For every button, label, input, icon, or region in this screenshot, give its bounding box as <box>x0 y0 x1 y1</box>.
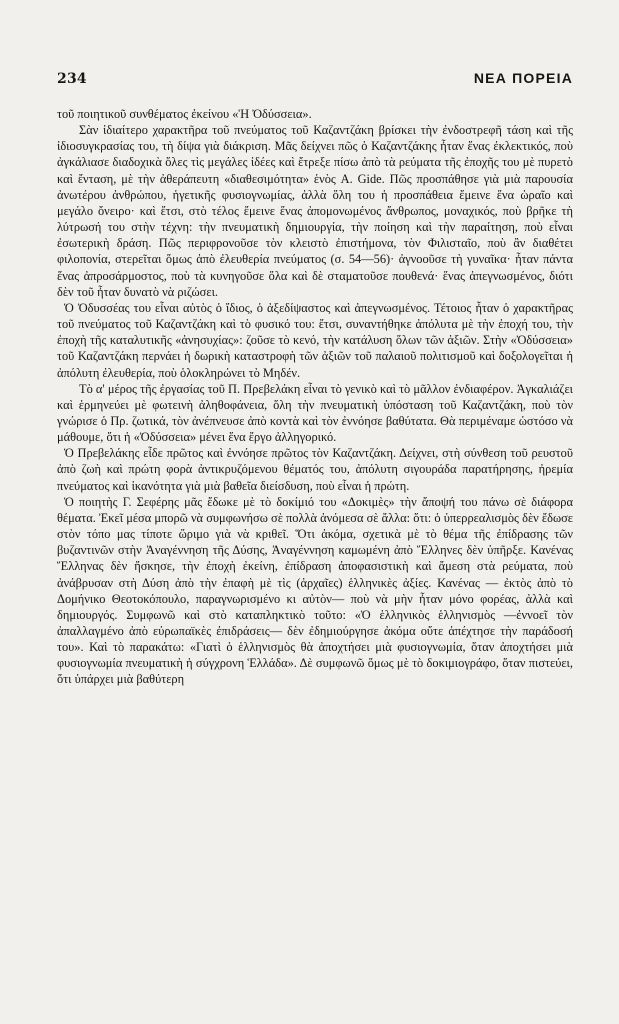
paragraph: Ὁ Πρεβελάκης εἶδε πρῶτος καὶ ἐννόησε πρῶτος τὸν Καζαντζάκη. Δείχνει, στὴ σύνθεση τοῦ ρευστοῦ ἀπὸ ζωὴ καὶ πρώτη φορὰ ἀντικρυζόμενου θέματός του, ἀπόλυτη σιγουράδα παρατήρησης, ἠρεμία πνεύματος καὶ ἱκανότητα γιὰ μιὰ βαθεῖα διείσδυση, ποὺ εἶναι ἡ πρώτη. <box>57 446 573 493</box>
running-title: ΝΕΑ ΠΟΡΕΙΑ <box>473 70 573 86</box>
page-number: 234 <box>57 71 87 87</box>
page-header <box>57 70 573 90</box>
paragraph: Σὰν ἰδιαίτερο χαρακτῆρα τοῦ πνεύματος τοῦ Καζαντζάκη βρίσκει τὴν ἐνδοστρεφῆ τάση καὶ τῆς ἰδιοσυγκρασίας του, τὴ δίψα γιὰ διάκριση. Μᾶς δείχνει πῶς ὁ Καζαντζάκης ἦταν ἕνας ἐκλεκτικός, ποὺ ἀγκάλιασε διαδοχικὰ ὅλες τὶς μεγάλες ἰδέες καὶ ἔτρεξε πίσω ἀπὸ τὰ ρεύματα τῆς ἐποχῆς του μὲ πυρετὸ καὶ ἔνταση, μὲ τὴν ἀθεράπευτη «διαθεσιμότητα» ἑνὸς A. Gide. Πῶς προσπάθησε γιὰ μιὰ παρουσία ἀνωτέρου ἀνθρώπου, ἡγετικῆς φυσιογνωμίας, ἀλλὰ ὅλη του ἡ προσπάθεια ἔμεινε ἕνα ὡραῖο καὶ μεγάλο ὄνειρο· καὶ ἔτσι, στὸ τέλος ἔμεινε ἕνας ἀπομονωμένος ἄνθρωπος, μοναχικός, ποὺ βρῆκε τὴ λύτρωσή του στὴν τέχνη: τὴν πνευματικὴ δημιουργία, τὴν ποίηση καὶ τὴν παραίτηση, ποὺ εἶναι ἐσωτερικὴ δράση. Πῶς περιφρονοῦσε τὸν κλειστὸ ἐπιστήμονα, τὸν Φιλισταῖο, ποὺ ἂν διαθέτει φιλοπονία, στερεῖται ὅμως ἀπὸ ἐλευθερία πνεύματος (σ. 54—56)· ἀγνοοῦσε τὴ γυναῖκα· ἦταν πάντα ἕνας ἀπροσάρμοστος, ποὺ τὰ κυνηγοῦσε ὅλα καὶ δὲ σταματοῦσε πουθενά· ἕνας ἀπεγνωσμένος, διότι δὲν τοῦ ἦταν δυνατὸ νὰ ριζώσει. <box>57 123 573 299</box>
paragraph: Ὁ Ὀδυσσέας του εἶναι αὐτὸς ὁ ἴδιος, ὁ ἀξεδίψαστος καὶ ἀπεγνωσμένος. Τέτοιος ἦταν ὁ χαρακτῆρας τοῦ πνεύματος τοῦ Καζαντζάκη καὶ τὸ φυσικό του: ἔτσι, συναντήθηκε ἀπόλυτα μὲ τὴν ἐποχή του, τὴν ἐποχὴ τῆς καταλυτικῆς «ἀνησυχίας»: ζοῦσε τὸ κενό, τὴν κατάλυση ὅλων τῶν ἀξιῶν. Στὴν «Ὀδύσσεια» τοῦ Καζαντζάκη περνάει ἡ δωρικὴ καταστροφὴ τῶν ἀξιῶν τοῦ παλαιοῦ πολιτισμοῦ καὶ δοξολογεῖται ἡ ἀπόλυτη ἐλευθερία, ποὺ ὁλοκληρώνει τὸ Μηδέν. <box>57 300 573 380</box>
paragraph: Τὸ α' μέρος τῆς ἐργασίας τοῦ Π. Πρεβελάκη εἶναι τὸ γενικὸ καὶ τὸ μᾶλλον ἐνδιαφέρον. Ἀγκαλιάζει καὶ ἑρμηνεύει μὲ φωτεινὴ ἀληθοφάνεια, ὅλη τὴν πνευματικὴ ὑπόσταση τοῦ Καζαντζάκη, ποὺ τὸν γνώρισε ὁ Πρ. ζωτικά, τὸν ἀνέπνευσε ἀπὸ κοντὰ καὶ τὸν ἐννόησε βαθύτατα. Θὰ περιμέναμε ὡστόσο νὰ μάθουμε, ὅτι ἡ «Ὀδύσσεια» μένει ἕνα ἔργο ἀλληγορικό. <box>57 381 573 445</box>
paragraph: τοῦ ποιητικοῦ συνθέματος ἐκείνου «Ἡ Ὀδύσσεια». <box>57 107 312 121</box>
article-body <box>57 106 573 688</box>
paragraph: Ὁ ποιητὴς Γ. Σεφέρης μᾶς ἔδωκε μὲ τὸ δοκίμιό του «Δοκιμὲς» τὴν ἄποψή του πάνω σὲ διάφορα θέματα. Ἐκεῖ μέσα μπορῶ νὰ συμφωνήσω σὲ πολλὰ ἀνόμεσα σὲ ἄλλα: ὅτι: ὁ ὑπερρεαλισμὸς δὲν ἔδωσε στὸν τόπο μας τίποτε ὥριμο γιὰ νὰ κριθεῖ. Ὅτι ἀκόμα, σχετικὰ μὲ τὸ θέμα τῆς ἐπίδρασης τῶν βυζαντινῶν στὴν Ἀναγέννηση τῆς Δύσης, Ἀναγέννηση καμωμένη ἀπὸ Ἕλληνες δὲν ὑπῆρξε. Κανένας Ἕλληνας δὲν ἤσκησε, τὴν ἐποχὴ ἐκείνη, ἐπίδραση ἀποφασιστικὴ καὶ ἄμεση στὰ ρεύματα, ποὺ ἀνάβρυσαν στὴ Δύση ἀπὸ τὴν ἐπαφὴ μὲ τὶς (ἀρχαῖες) ἑλληνικὲς ἀξίες. Κανένας — ἐκτὸς ἀπὸ τὸ Δομήνικο Θεοτοκόπουλο, παραγνωρισμένο κι αὐτὸν— ποὺ νὰ μὴν ἦταν μόνο φορέας, ἀλλὰ καὶ δημιουργός. Συμφωνῶ καὶ στὸ καταπληκτικὸ τοῦτο: «Ὁ ἑλληνικὸς ἑλληνισμὸς —ἐννοεῖ τὸν ἀπαλλαγμένο ἀπὸ εὐρωπαϊκὲς ἐπιδράσεις— δὲν ἐδημιούργησε ἀκόμα οὔτε ἀπέχτησε τὴν παράδοσή του». Καὶ τὸ παρακάτω: «Γιατὶ ὁ ἑλληνισμὸς θὰ ἀποχτήσει μιὰ φυσιογνωμία, ὅταν ἀποχτήσει μιὰ φυσιογνωμία πνευματικὴ ἡ σύγχρονη Ἑλλάδα». Δὲ συμφωνῶ ὅμως μὲ τὸ δοκιμιογράφο, ὅταν πιστεύει, ὅτι ὑπάρχει μιὰ βαθύτερη <box>57 494 573 687</box>
